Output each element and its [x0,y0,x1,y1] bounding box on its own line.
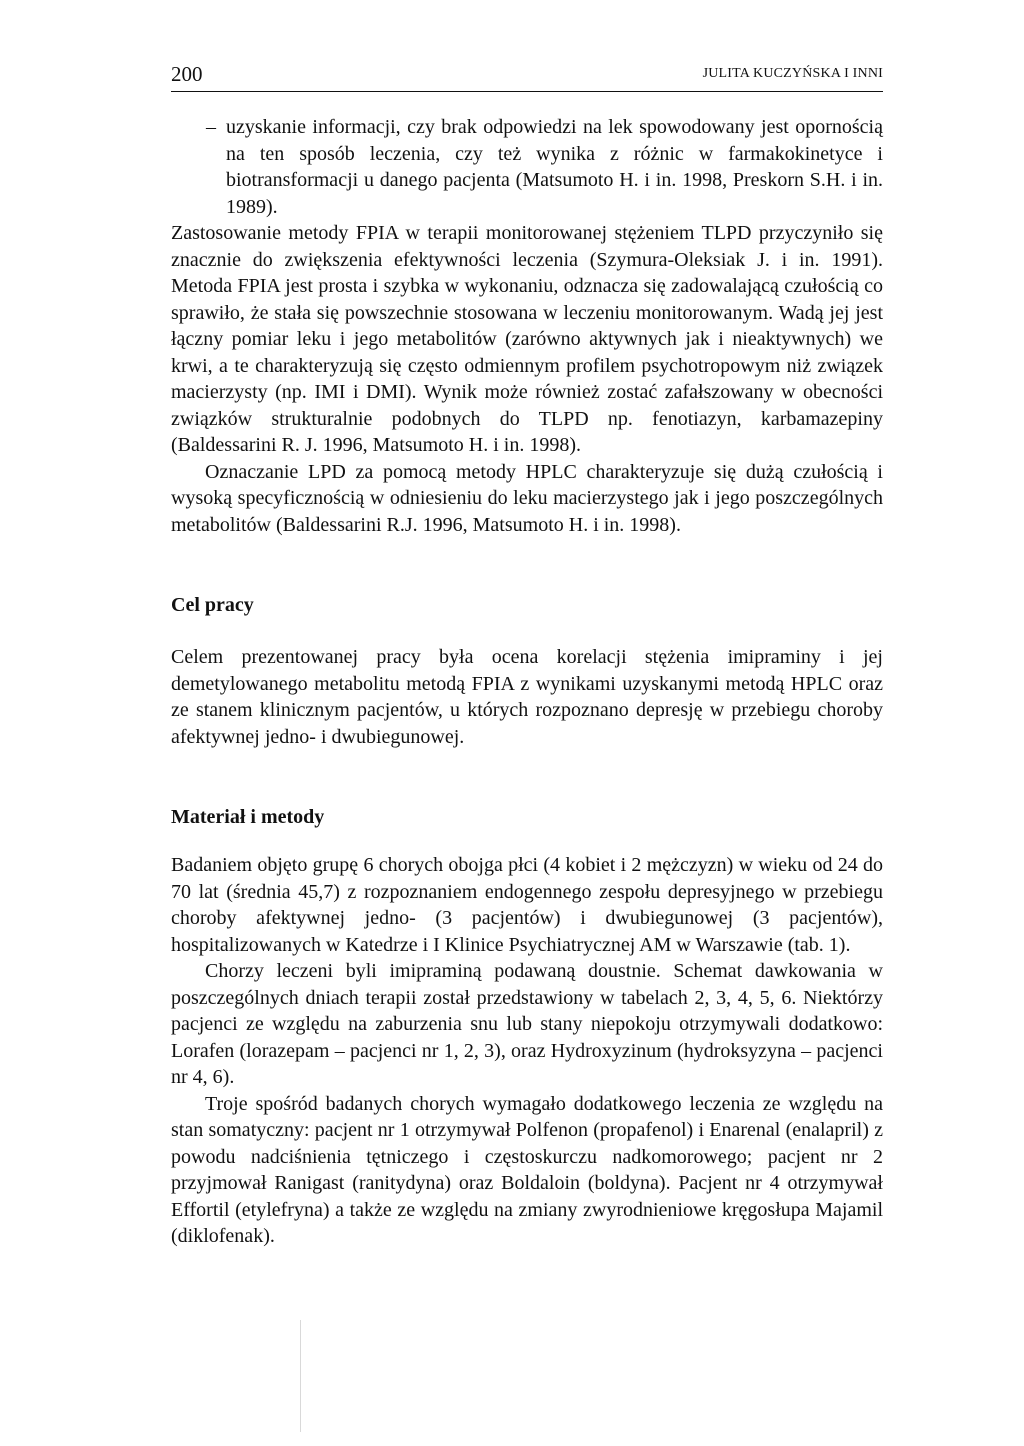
header-rule [171,91,883,92]
methods-paragraph-patients: Badaniem objęto grupę 6 chorych obojga płci (4 kobiet i 2 mężczyzn) w wieku od 24 do 70 lat (średnia 45,7) z rozpoznaniem endogennego zespołu depresyjnego w przebiegu choroby afektywnej jedno- (3 pacjentów) i dwubiegunowej (3 pacjentów), hospitalizowanych w Katedrze i I Klinice Psychiatrycznej AM w Warszawie (tab. 1). [171,854,883,956]
section-spacer [171,538,883,592]
page-header [171,61,883,87]
methods-paragraph-comorbidities: Troje spośród badanych chorych wymagało dodatkowego leczenia ze względu na stan somatyczny: pacjent nr 1 otrzymywał Polfenon (propafenol) i Enarenal (enalapril) z powodu nadciśnienia tętniczego i częstoskurczu nadkomorowego; pacjent nr 2 przyjmował Ranigast (ranitydyna) oraz Boldaloin (boldyna). Pacjent nr 4 otrzymywał Effortil (etylefryna) a także ze względu na zmiany zwyrodnieniowe kręgosłupa Majamil (diklofenak). [171,1092,883,1247]
section-heading-cel-pracy: Cel pracy [171,594,254,616]
article-body [171,114,883,1250]
intro-paragraph-hplc: Oznaczanie LPD za pomocą metody HPLC charakteryzuje się dużą czułością i wysoką specyficznością w odniesieniu do leku macierzystego jak i jego poszczególnych metabolitów (Baldessarini R.J. 1996, Matsumoto H. i in. 1998). [171,460,883,536]
cel-pracy-paragraph: Celem prezentowanej pracy była ocena korelacji stężenia imipraminy i jej demetylowanego metabolitu metodą FPIA z wynikami uzyskanymi metodą HPLC oraz ze stanem klinicznym pacjentów, u których rozpoznano depresję w przebiegu choroby afektywnej jedno- i dwubiegunowej. [171,646,883,748]
methods-paragraph-treatment: Chorzy leczeni byli imipraminą podawaną doustnie. Schemat dawkowania w poszczególnych dniach terapii został przedstawiony w tabelach 2, 3, 4, 5, 6. Niektórzy pacjenci ze względu na zaburzenia snu lub stany niepokoju otrzymywali dodatkowo: Lorafen (lorazepam – pacjenci nr 1, 2, 3), oraz Hydroxyzinum (hydroksyzyna – pacjenci nr 4, 6). [171,960,883,1088]
intro-paragraph-fpia: Zastosowanie metody FPIA w terapii monitorowanej stężeniem TLPD przyczyniło się znacznie do zwiększenia efektywności leczenia (Szymura-Oleksiak J. i in. 1991). Metoda FPIA jest prosta i szybka w wykonaniu, odznacza się zadowalającą czułością co sprawiło, że stała się powszechnie stosowana w leczeniu monitorowanym. Wadą jej jest łączny pomiar leku i jego metabolitów (zarówno aktywnych jak i nieaktywnych) we krwi, a te charakteryzują się często odmiennym profilem psychotropowym niż związek macierzysty (np. IMI i DMI). Wynik może również zostać zafałszowany w obecności związków strukturalnie podobnych do TLPD np. fenotiazyn, karbamazepiny (Baldessarini R. J. 1996, Matsumoto H. i in. 1998). [171,222,883,456]
heading-spacer [171,618,883,644]
running-head: JULITA KUCZYŃSKA I INNI [702,66,883,81]
dash-marker: – [206,116,216,138]
bullet-text: uzyskanie informacji, czy brak odpowiedzi na lek spowodowany jest opornością na ten sposób leczenia, czy też wynika z różnic w farmakokinetyce i biotransformacji u danego pacjenta (Matsumoto H. i in. 1998, Preskorn S.H. i in. 1989). [226,116,883,218]
heading-spacer [171,830,883,852]
section-heading-material-i-metody: Materiał i metody [171,806,325,828]
scan-margin-mark [300,1320,301,1432]
bullet-item [171,114,883,220]
page-number: 200 [171,62,203,86]
section-spacer [171,750,883,804]
